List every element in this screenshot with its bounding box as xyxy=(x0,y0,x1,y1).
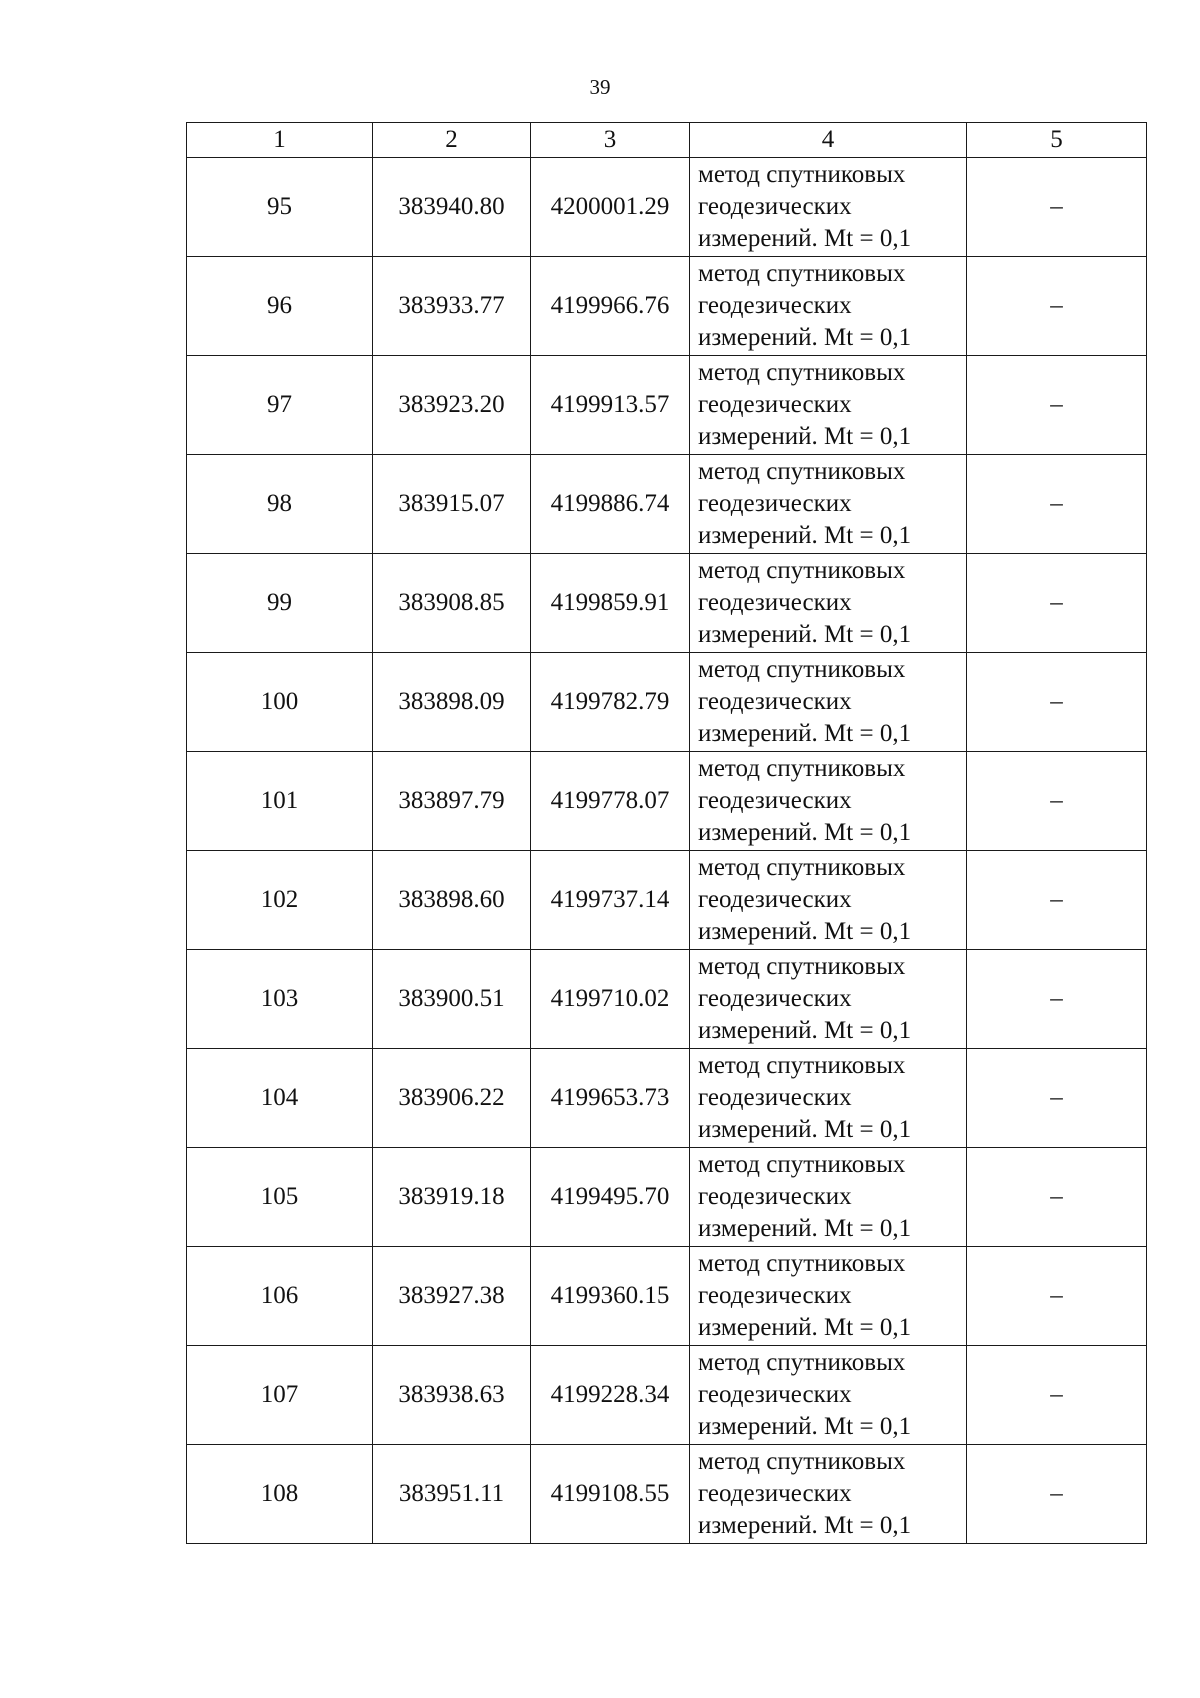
y-coordinate-cell: 4199653.73 xyxy=(531,1049,690,1148)
method-cell xyxy=(690,158,967,257)
note-cell: – xyxy=(967,257,1147,356)
x-coordinate-cell: 383951.11 xyxy=(373,1445,531,1544)
table-row xyxy=(187,1148,1147,1247)
method-text-line: геодезических xyxy=(698,688,852,715)
method-text-line: метод спутниковых xyxy=(698,953,906,980)
method-cell xyxy=(690,455,967,554)
point-number-cell: 106 xyxy=(187,1247,373,1346)
y-coordinate-cell: 4199778.07 xyxy=(531,752,690,851)
point-number-cell: 103 xyxy=(187,950,373,1049)
page-number: 39 xyxy=(589,75,611,99)
table-row xyxy=(187,1346,1147,1445)
method-text-line: геодезических xyxy=(698,589,852,616)
method-text-line: измерений. Mt = 0,1 xyxy=(698,1116,912,1143)
point-number-cell: 99 xyxy=(187,554,373,653)
x-coordinate-cell: 383908.85 xyxy=(373,554,531,653)
coordinates-table xyxy=(186,122,1147,1544)
method-text-line: геодезических xyxy=(698,1282,852,1309)
table-row xyxy=(187,257,1147,356)
method-text-line: измерений. Mt = 0,1 xyxy=(698,1215,912,1242)
method-text-line: измерений. Mt = 0,1 xyxy=(698,522,912,549)
method-cell xyxy=(690,257,967,356)
method-text-line: измерений. Mt = 0,1 xyxy=(698,819,912,846)
table-body xyxy=(187,158,1147,1544)
method-text-line: измерений. Mt = 0,1 xyxy=(698,1314,912,1341)
point-number-cell: 101 xyxy=(187,752,373,851)
y-coordinate-cell: 4199360.15 xyxy=(531,1247,690,1346)
method-text-line: измерений. Mt = 0,1 xyxy=(698,918,912,945)
method-cell xyxy=(690,653,967,752)
x-coordinate-cell: 383915.07 xyxy=(373,455,531,554)
method-cell xyxy=(690,1148,967,1247)
method-text-line: измерений. Mt = 0,1 xyxy=(698,1512,912,1539)
method-text-line: геодезических xyxy=(698,886,852,913)
method-text-line: измерений. Mt = 0,1 xyxy=(698,720,912,747)
note-cell: – xyxy=(967,1247,1147,1346)
method-text-line: измерений. Mt = 0,1 xyxy=(698,423,912,450)
table-row xyxy=(187,1247,1147,1346)
y-coordinate-cell: 4199108.55 xyxy=(531,1445,690,1544)
note-cell: – xyxy=(967,1148,1147,1247)
point-number-cell: 97 xyxy=(187,356,373,455)
method-text-line: метод спутниковых xyxy=(698,458,906,485)
table-row xyxy=(187,752,1147,851)
point-number-cell: 107 xyxy=(187,1346,373,1445)
method-text-line: метод спутниковых xyxy=(698,1151,906,1178)
method-text-line: метод спутниковых xyxy=(698,260,906,287)
x-coordinate-cell: 383897.79 xyxy=(373,752,531,851)
note-cell: – xyxy=(967,950,1147,1049)
table-row xyxy=(187,1049,1147,1148)
y-coordinate-cell: 4199228.34 xyxy=(531,1346,690,1445)
x-coordinate-cell: 383919.18 xyxy=(373,1148,531,1247)
table-row xyxy=(187,653,1147,752)
note-cell: – xyxy=(967,356,1147,455)
note-cell: – xyxy=(967,455,1147,554)
note-cell: – xyxy=(967,851,1147,950)
note-cell: – xyxy=(967,1049,1147,1148)
table-row xyxy=(187,1445,1147,1544)
method-text-line: измерений. Mt = 0,1 xyxy=(698,324,912,351)
method-text-line: измерений. Mt = 0,1 xyxy=(698,225,912,252)
method-text-line: метод спутниковых xyxy=(698,161,906,188)
y-coordinate-cell: 4199710.02 xyxy=(531,950,690,1049)
method-text-line: измерений. Mt = 0,1 xyxy=(698,621,912,648)
point-number-cell: 104 xyxy=(187,1049,373,1148)
note-cell: – xyxy=(967,752,1147,851)
table-header-row xyxy=(187,123,1147,158)
x-coordinate-cell: 383900.51 xyxy=(373,950,531,1049)
table-row xyxy=(187,356,1147,455)
column-header-5: 5 xyxy=(967,123,1147,158)
x-coordinate-cell: 383898.09 xyxy=(373,653,531,752)
method-text-line: метод спутниковых xyxy=(698,1250,906,1277)
method-text-line: геодезических xyxy=(698,787,852,814)
method-cell xyxy=(690,950,967,1049)
method-cell xyxy=(690,1445,967,1544)
x-coordinate-cell: 383906.22 xyxy=(373,1049,531,1148)
note-cell: – xyxy=(967,158,1147,257)
table-row xyxy=(187,158,1147,257)
point-number-cell: 96 xyxy=(187,257,373,356)
column-header-1: 1 xyxy=(187,123,373,158)
table-row xyxy=(187,554,1147,653)
x-coordinate-cell: 383923.20 xyxy=(373,356,531,455)
method-text-line: метод спутниковых xyxy=(698,1448,906,1475)
y-coordinate-cell: 4200001.29 xyxy=(531,158,690,257)
method-text-line: геодезических xyxy=(698,1381,852,1408)
y-coordinate-cell: 4199913.57 xyxy=(531,356,690,455)
note-cell: – xyxy=(967,653,1147,752)
table-row xyxy=(187,950,1147,1049)
method-text-line: измерений. Mt = 0,1 xyxy=(698,1413,912,1440)
method-cell xyxy=(690,356,967,455)
method-text-line: метод спутниковых xyxy=(698,1349,906,1376)
method-cell xyxy=(690,1049,967,1148)
table-row xyxy=(187,851,1147,950)
method-text-line: метод спутниковых xyxy=(698,557,906,584)
method-text-line: геодезических xyxy=(698,985,852,1012)
note-cell: – xyxy=(967,1445,1147,1544)
table-row xyxy=(187,455,1147,554)
column-header-3: 3 xyxy=(531,123,690,158)
method-cell xyxy=(690,851,967,950)
method-cell xyxy=(690,752,967,851)
method-text-line: геодезических xyxy=(698,1183,852,1210)
method-text-line: метод спутниковых xyxy=(698,854,906,881)
y-coordinate-cell: 4199737.14 xyxy=(531,851,690,950)
column-header-2: 2 xyxy=(373,123,531,158)
point-number-cell: 102 xyxy=(187,851,373,950)
method-cell xyxy=(690,1247,967,1346)
method-text-line: геодезических xyxy=(698,1480,852,1507)
point-number-cell: 98 xyxy=(187,455,373,554)
point-number-cell: 108 xyxy=(187,1445,373,1544)
method-text-line: метод спутниковых xyxy=(698,1052,906,1079)
point-number-cell: 95 xyxy=(187,158,373,257)
x-coordinate-cell: 383898.60 xyxy=(373,851,531,950)
method-text-line: геодезических xyxy=(698,490,852,517)
method-text-line: метод спутниковых xyxy=(698,656,906,683)
column-header-4: 4 xyxy=(690,123,967,158)
method-cell xyxy=(690,554,967,653)
x-coordinate-cell: 383940.80 xyxy=(373,158,531,257)
x-coordinate-cell: 383933.77 xyxy=(373,257,531,356)
point-number-cell: 105 xyxy=(187,1148,373,1247)
y-coordinate-cell: 4199886.74 xyxy=(531,455,690,554)
y-coordinate-cell: 4199495.70 xyxy=(531,1148,690,1247)
method-text-line: геодезических xyxy=(698,193,852,220)
method-text-line: геодезических xyxy=(698,1084,852,1111)
method-text-line: метод спутниковых xyxy=(698,359,906,386)
method-text-line: измерений. Mt = 0,1 xyxy=(698,1017,912,1044)
note-cell: – xyxy=(967,554,1147,653)
note-cell: – xyxy=(967,1346,1147,1445)
method-cell xyxy=(690,1346,967,1445)
method-text-line: геодезических xyxy=(698,292,852,319)
y-coordinate-cell: 4199966.76 xyxy=(531,257,690,356)
method-text-line: метод спутниковых xyxy=(698,755,906,782)
y-coordinate-cell: 4199782.79 xyxy=(531,653,690,752)
x-coordinate-cell: 383927.38 xyxy=(373,1247,531,1346)
method-text-line: геодезических xyxy=(698,391,852,418)
x-coordinate-cell: 383938.63 xyxy=(373,1346,531,1445)
y-coordinate-cell: 4199859.91 xyxy=(531,554,690,653)
point-number-cell: 100 xyxy=(187,653,373,752)
